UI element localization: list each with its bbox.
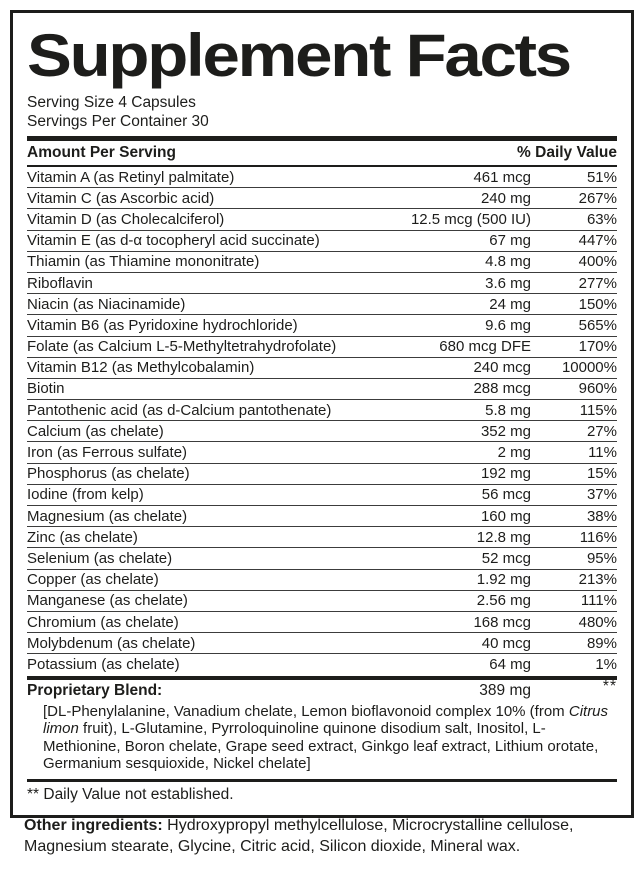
nutrient-name: Phosphorus (as chelate) xyxy=(27,465,190,483)
proprietary-blend-label: Proprietary Blend: xyxy=(27,682,163,699)
nutrient-amount: 288 mcg xyxy=(473,380,531,398)
supplement-facts-panel xyxy=(10,10,634,818)
nutrient-name: Copper (as chelate) xyxy=(27,571,159,589)
header-amount-per-serving: Amount Per Serving xyxy=(27,144,176,161)
daily-value-footnote: ** Daily Value not established. xyxy=(27,785,234,803)
nutrient-daily-value: 11% xyxy=(588,444,617,462)
nutrient-row xyxy=(27,591,617,612)
nutrient-daily-value: 89% xyxy=(586,634,617,652)
nutrient-daily-value: 51% xyxy=(586,168,617,186)
nutrient-row xyxy=(27,400,617,421)
nutrient-amount: 160 mg xyxy=(480,507,531,525)
nutrient-name: Molybdenum (as chelate) xyxy=(27,634,196,652)
panel-title-wrap xyxy=(27,23,617,93)
nutrient-name: Vitamin B6 (as Pyridoxine hydrochloride) xyxy=(27,316,298,334)
nutrient-row xyxy=(27,464,617,485)
nutrient-daily-value: 38% xyxy=(586,507,617,525)
nutrient-row xyxy=(27,167,617,188)
nutrient-daily-value: 10000% xyxy=(561,359,617,377)
nutrient-row xyxy=(27,294,617,315)
nutrient-daily-value: 565% xyxy=(578,316,617,334)
serving-size: Serving Size 4 Capsules xyxy=(27,94,196,111)
nutrient-daily-value: 95% xyxy=(586,549,617,567)
nutrient-daily-value: 213% xyxy=(578,571,617,589)
nutrient-daily-value: 1% xyxy=(595,656,617,674)
nutrient-daily-value: 267% xyxy=(578,189,617,207)
blend-ingredients-suffix: fruit), L-Glutamine, Pyrroloquinoline quinone disodium salt, Inositol, L-Methionine, Boron chelate, Grape seed extract, Ginkgo leaf extract, Lithium orotate, Germanium sesquioxide, Nickel chelate] xyxy=(43,720,599,772)
nutrient-row xyxy=(27,358,617,379)
nutrient-amount: 12.5 mcg (500 IU) xyxy=(410,210,531,228)
nutrient-daily-value: 150% xyxy=(578,295,617,313)
nutrient-daily-value: 37% xyxy=(586,486,617,504)
nutrient-amount: 64 mg xyxy=(489,656,531,674)
nutrient-name: Niacin (as Niacinamide) xyxy=(27,295,186,313)
nutrient-amount: 24 mg xyxy=(489,295,531,313)
nutrient-row xyxy=(27,421,617,442)
nutrient-name: Iron (as Ferrous sulfate) xyxy=(27,444,188,462)
nutrient-amount: 192 mg xyxy=(480,465,531,483)
nutrient-name: Potassium (as chelate) xyxy=(27,656,180,674)
nutrient-row xyxy=(27,273,617,294)
proprietary-blend-ingredients xyxy=(27,703,617,773)
proprietary-blend-dv: ** xyxy=(602,678,617,695)
nutrient-daily-value: 115% xyxy=(579,401,617,419)
nutrient-amount: 40 mcg xyxy=(481,634,531,652)
nutrient-amount: 461 mcg xyxy=(473,168,531,186)
nutrient-row xyxy=(27,231,617,252)
nutrient-daily-value: 15% xyxy=(586,465,617,483)
nutrient-amount: 240 mcg xyxy=(473,359,531,377)
nutrient-name: Pantothenic acid (as d-Calcium pantothenate) xyxy=(27,401,332,419)
nutrient-daily-value: 27% xyxy=(586,422,617,440)
nutrient-row xyxy=(27,337,617,358)
nutrient-name: Riboflavin xyxy=(27,274,93,292)
nutrient-rows xyxy=(27,167,617,676)
header-daily-value: % Daily Value xyxy=(517,144,617,161)
nutrient-daily-value: 111% xyxy=(580,592,617,610)
nutrient-row xyxy=(27,612,617,633)
nutrient-amount: 4.8 mg xyxy=(485,253,531,271)
nutrient-daily-value: 116% xyxy=(579,528,617,546)
nutrient-daily-value: 277% xyxy=(578,274,617,292)
nutrient-amount: 56 mcg xyxy=(481,486,531,504)
nutrient-amount: 2.56 mg xyxy=(476,592,531,610)
nutrient-name: Thiamin (as Thiamine mononitrate) xyxy=(27,253,260,271)
nutrient-amount: 52 mcg xyxy=(481,549,531,567)
nutrient-amount: 680 mcg DFE xyxy=(439,338,531,356)
table-header-row xyxy=(27,141,617,165)
nutrient-row xyxy=(27,548,617,569)
nutrient-name: Vitamin C (as Ascorbic acid) xyxy=(27,189,215,207)
nutrient-daily-value: 63% xyxy=(586,210,617,228)
nutrient-name: Vitamin E (as d-α tocopheryl acid succinate) xyxy=(27,232,320,250)
nutrient-name: Iodine (from kelp) xyxy=(27,486,144,504)
nutrient-amount: 9.6 mg xyxy=(485,316,531,334)
nutrient-daily-value: 400% xyxy=(578,253,617,271)
nutrient-name: Vitamin B12 (as Methylcobalamin) xyxy=(27,359,255,377)
nutrient-row xyxy=(27,442,617,463)
nutrient-row xyxy=(27,209,617,230)
nutrient-amount: 1.92 mg xyxy=(476,571,531,589)
nutrient-name: Vitamin D (as Cholecalciferol) xyxy=(27,210,225,228)
proprietary-blend-row xyxy=(27,680,617,703)
nutrient-name: Folate (as Calcium L-5-Methyltetrahydrofolate) xyxy=(27,338,337,356)
nutrient-row xyxy=(27,379,617,400)
other-ingredients xyxy=(24,815,620,857)
nutrient-row xyxy=(27,506,617,527)
nutrient-amount: 240 mg xyxy=(480,189,531,207)
nutrient-name: Calcium (as chelate) xyxy=(27,422,164,440)
servings-per-container: Servings Per Container 30 xyxy=(27,113,209,130)
blend-ingredients-prefix: [DL-Phenylalanine, Vanadium chelate, Lemon bioflavonoid complex 10% (from xyxy=(43,702,569,720)
nutrient-name: Zinc (as chelate) xyxy=(27,528,138,546)
nutrient-row xyxy=(27,633,617,654)
nutrient-daily-value: 447% xyxy=(578,232,617,250)
blend-ingredients-latin-name: Citrus limon xyxy=(43,702,609,737)
nutrient-amount: 2 mg xyxy=(497,444,531,462)
nutrient-name: Vitamin A (as Retinyl palmitate) xyxy=(27,168,235,186)
proprietary-blend-amount: 389 mg xyxy=(479,682,531,699)
nutrient-row xyxy=(27,570,617,591)
nutrient-name: Manganese (as chelate) xyxy=(27,592,188,610)
nutrient-name: Magnesium (as chelate) xyxy=(27,507,188,525)
nutrient-amount: 3.6 mg xyxy=(485,274,531,292)
nutrient-row xyxy=(27,188,617,209)
nutrient-row xyxy=(27,485,617,506)
nutrient-daily-value: 960% xyxy=(578,380,617,398)
nutrient-row xyxy=(27,527,617,548)
nutrient-amount: 168 mcg xyxy=(473,613,531,631)
nutrient-name: Selenium (as chelate) xyxy=(27,549,173,567)
nutrient-row xyxy=(27,252,617,273)
other-ingredients-label: Other ingredients: xyxy=(24,817,163,834)
nutrient-row xyxy=(27,315,617,336)
other-ingredients-text: Hydroxypropyl methylcellulose, Microcrystalline cellulose, Magnesium stearate, Glycine, Citric acid, Silicon dioxide, Mineral wax. xyxy=(24,817,574,855)
nutrient-amount: 12.8 mg xyxy=(476,528,531,546)
nutrient-amount: 352 mg xyxy=(480,422,531,440)
panel-title: Supplement Facts xyxy=(27,22,570,89)
nutrient-name: Biotin xyxy=(27,380,65,398)
nutrient-amount: 5.8 mg xyxy=(485,401,531,419)
nutrient-amount: 67 mg xyxy=(489,232,531,250)
nutrient-row xyxy=(27,654,617,675)
nutrient-name: Chromium (as chelate) xyxy=(27,613,179,631)
nutrient-daily-value: 480% xyxy=(578,613,617,631)
nutrient-daily-value: 170% xyxy=(578,338,617,356)
